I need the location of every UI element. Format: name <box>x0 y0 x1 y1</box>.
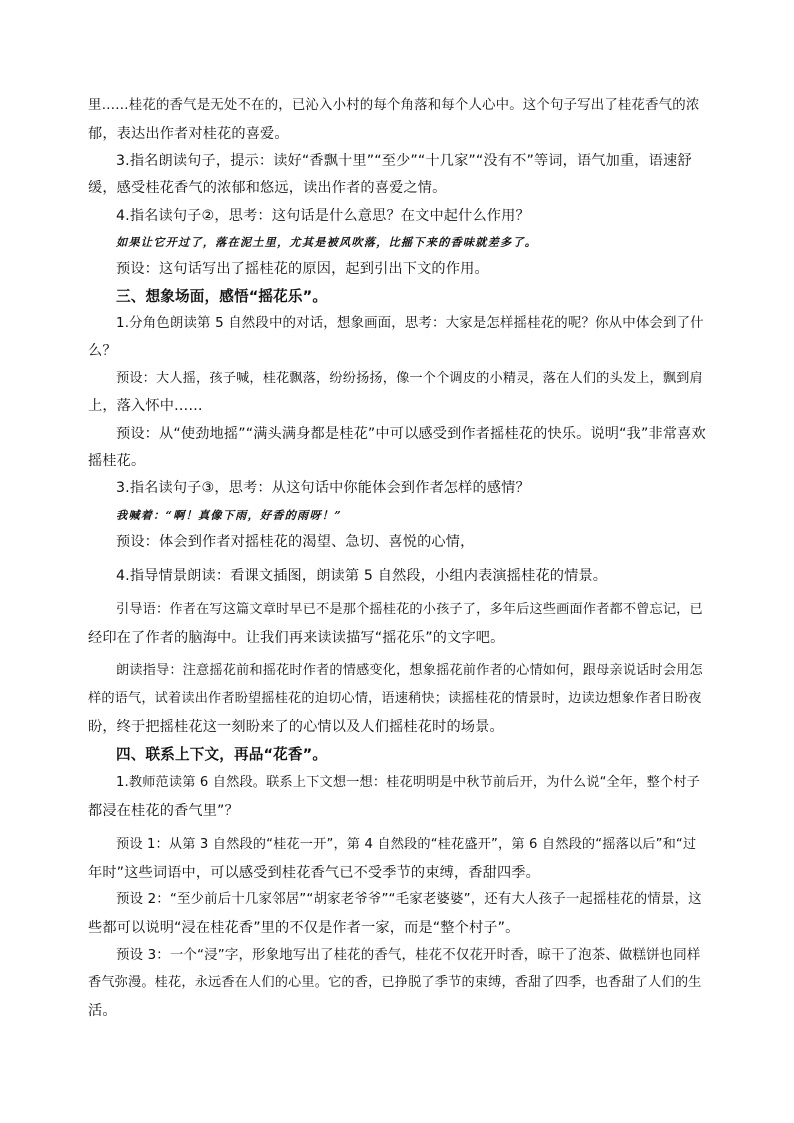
text-line: 4.指导情景朗读：看课文插图，朗读第 5 自然段，小组内表演摇桂花的情景。 <box>116 568 608 584</box>
text-line: 缓，感受桂花香气的浓郁和悠远，读出作者的喜爱之情。 <box>88 180 447 196</box>
text-line: 摇桂花。 <box>88 453 146 469</box>
text-line: 1.分角色朗读第 5 自然段中的对话，想象画面，思考：大家是怎样摇桂花的呢？你从中体会到了什 <box>116 316 704 331</box>
text-line: 年时”这些词语中，可以感受到桂花香气已不受季节的束缚，香甜四季。 <box>88 865 540 881</box>
section-heading: 四、联系上下文，再品“花香”。 <box>116 746 328 763</box>
text-line: 预设 1：从第 3 自然段的“桂花一开”，第 4 自然段的“桂花盛开”，第 6 自然段的“摇落以后”和“过 <box>116 837 697 852</box>
text-line: 朗读指导：注意摇花前和摇花时作者的情感变化，想象摇花前作者的心情如何，跟母亲说话时会用怎 <box>116 663 703 678</box>
text-line: 盼，终于把摇桂花这一刻盼来了的心情以及人们摇桂花时的场景。 <box>88 719 504 735</box>
text-line: 样的语气，试着读出作者盼望摇桂花的迫切心情，语速稍快；读摇桂花的情景时，边读边想象作者日盼夜 <box>88 691 702 706</box>
text-line: 经印在了作者的脑海中。让我们再来读读描写“摇花乐”的文字吧。 <box>88 630 505 646</box>
section-heading: 三、想象场面，感悟“摇花乐”。 <box>116 288 328 305</box>
text-line: 郁，表达出作者对桂花的喜爱。 <box>88 126 289 142</box>
text-line: 上，落入怀中…… <box>88 398 203 414</box>
text-line: 都浸在桂花的香气里”？ <box>88 803 239 819</box>
text-line: 么？ <box>88 343 117 359</box>
text-line: 香气弥漫。桂花，永远香在人们的心里。它的香，已挣脱了季节的束缚，香甜了四季，也香甜了人们的生 <box>88 975 702 990</box>
text-line: 里……桂花的香气是无处不在的，已沁入小村的每个角落和每个人心中。这个句子写出了桂花香气的浓 <box>88 98 700 113</box>
text-line: 引导语：作者在写这篇文章时早已不是那个摇桂花的小孩子了，多年后这些画面作者都不曾忘记，已 <box>116 602 703 617</box>
text-line: 预设：从“使劲地摇”“满头满身都是桂花”中可以感受到作者摇桂花的快乐。说明“我”非常喜欢 <box>116 426 706 442</box>
text-line: 预设：这句话写出了摇桂花的原因，起到引出下文的作用。 <box>116 261 489 277</box>
quote-sentence: 我喊着：“啊！真像下雨，好香的雨呀！” <box>116 508 342 522</box>
text-line: 预设：体会到作者对摇桂花的渴望、急切、喜悦的心情， <box>116 534 475 550</box>
text-line: 3.指名朗读句子，提示：读好“香飘十里”“至少”“十几家”“没有不”等词，语气加重，语速舒 <box>116 153 692 169</box>
text-line: 预设：大人摇，孩子喊，桂花飘落，纷纷扬扬，像一个个调皮的小精灵，落在人们的头发上，飘到肩 <box>116 371 703 386</box>
text-line: 4.指名读句子②，思考：这句话是什么意思？在文中起什么作用？ <box>116 208 530 224</box>
text-line: 些都可以说明“浸在桂花香”里的不仅是作者一家，而是“整个村子”。 <box>88 920 520 936</box>
text-line: 1.教师范读第 6 自然段。联系上下文想一想：桂花明明是中秋节前后开，为什么说“全年，整个村子 <box>116 775 700 790</box>
text-line: 预设 2：“至少前后十几家邻居”“胡家老爷爷”“毛家老婆婆”，还有大人孩子一起摇桂花的情景，这 <box>116 892 702 907</box>
text-line: 活。 <box>88 1003 117 1019</box>
quote-sentence: 如果让它开过了，落在泥土里，尤其是被风吹落，比摇下来的香味就差多了。 <box>116 235 538 249</box>
text-line: 预设 3：一个“浸”字，形象地写出了桂花的香气，桂花不仅花开时香，晾干了泡茶、做糕饼也同样 <box>116 948 701 963</box>
text-line: 3.指名读句子③，思考：从这句话中你能体会到作者怎样的感情？ <box>116 480 530 496</box>
